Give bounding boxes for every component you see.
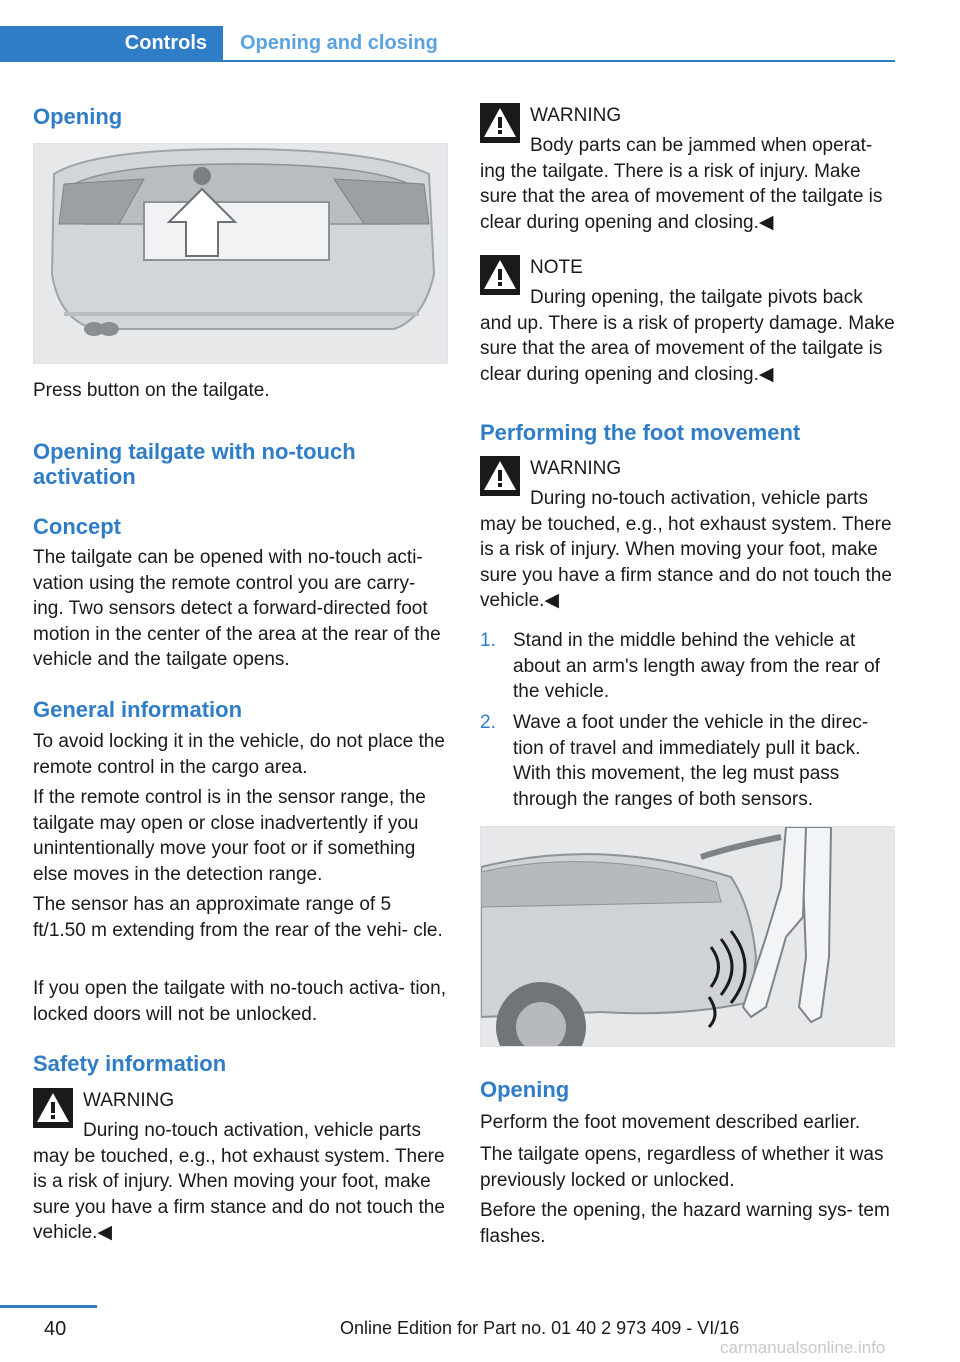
general-text-3: The sensor has an approximate range of 5 ft/1.50 m extending from the rear of the vehi‐ cle. <box>33 894 443 941</box>
general-text-2: If the remote control is in the sensor range, the tailgate may open or close inadvertently if you unintentionally move your foot or if something else moves in the detection range. <box>33 787 426 885</box>
footer-rule <box>0 1305 97 1308</box>
watermark: carmanualsonline.info <box>720 1338 886 1357</box>
warning-label: WARNING <box>530 458 622 479</box>
header-tabbar <box>0 26 895 62</box>
warning-text: During no-touch activation, vehicle parts may be touched, e.g., hot exhaust system. There is a risk of injury. When moving your foot, make sure you have a firm stance and do not touch the vehicle.◀ <box>480 488 892 611</box>
opening-text-3: Before the opening, the hazard warning sys‐ tem flashes. <box>480 1200 890 1247</box>
step-text: Wave a foot under the vehicle in the direc‐ tion of travel and immediately pull it back. With this movement, the leg must pass through the ranges of both sensors. <box>513 712 869 810</box>
section-title-no-touch: Opening tailgate with no-touch activation <box>33 439 356 489</box>
general-text-1: To avoid locking it in the vehicle, do not place the remote control in the cargo area. <box>33 731 445 778</box>
tailgate-jam-warning <box>480 103 895 243</box>
foot-movement-illustration <box>480 826 895 1047</box>
general-text-4: If you open the tailgate with no-touch activa‐ tion, locked doors will not be unlocked. <box>33 978 446 1025</box>
property-damage-note <box>480 255 895 395</box>
safety-warning <box>33 1088 448 1248</box>
page-number: 40 <box>44 1318 67 1340</box>
warning-label: WARNING <box>83 1090 175 1111</box>
tab-controls[interactable]: Controls <box>0 26 223 60</box>
foot-movement-warning <box>480 456 895 616</box>
edition-info: Online Edition for Part no. 01 40 2 973 409 - VI/16 <box>340 1318 740 1338</box>
warning-text: During no-touch activation, vehicle parts may be touched, e.g., hot exhaust system. There is a risk of injury. When moving your foot, make sure you have a firm stance and do not touch the vehicle.◀ <box>33 1120 445 1243</box>
subsection-title-safety: Safety information <box>33 1051 227 1076</box>
step-number: 1. <box>480 630 496 651</box>
tailgate-button-illustration <box>33 143 448 364</box>
subsection-title-opening: Opening <box>480 1077 570 1102</box>
opening-text-1: Perform the foot movement described earlier. <box>480 1112 861 1133</box>
tab-opening-and-closing[interactable]: Opening and closing <box>240 32 438 54</box>
opening-text-2: The tailgate opens, regardless of whether it was previously locked or unlocked. <box>480 1144 884 1191</box>
step-number: 2. <box>480 712 496 733</box>
warning-text: Body parts can be jammed when operat‐ ing the tailgate. There is a risk of injury. Make sure that the area of movement of the tailgate is clear during opening and closing.◀ <box>480 135 883 233</box>
section-title-opening: Opening <box>33 104 123 129</box>
warning-label: WARNING <box>530 105 622 126</box>
car-rear-drawing <box>34 144 448 364</box>
step-text: Stand in the middle behind the vehicle at about an arm's length away from the rear of the vehicle. <box>513 630 880 702</box>
section-title-foot-movement: Performing the foot movement <box>480 420 801 445</box>
subsection-title-concept: Concept <box>33 514 121 539</box>
press-button-text: Press button on the tailgate. <box>33 380 270 401</box>
note-label: NOTE <box>530 257 583 278</box>
concept-text: The tailgate can be opened with no-touch acti‐ vation using the remote control you are carry‐ ing. Two sensors detect a forward-directed foot motion in the center of the area at the rear of the vehicle and the tailgate opens. <box>33 547 441 670</box>
subsection-title-general: General information <box>33 697 243 722</box>
car-and-leg-drawing <box>481 827 895 1047</box>
note-text: During opening, the tailgate pivots back and up. There is a risk of property damage. Make sure that the area of movement of the tailgate is clear during opening and closing.◀ <box>480 287 895 385</box>
